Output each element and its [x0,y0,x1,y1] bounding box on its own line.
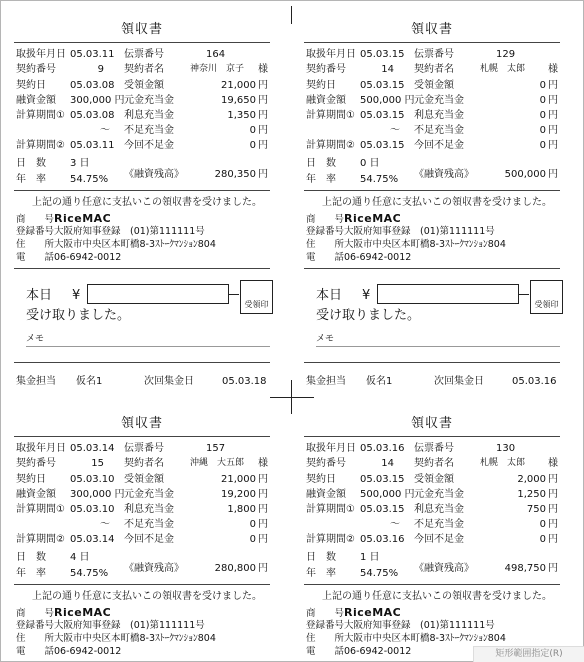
issuer-label: 登録番号 [16,226,55,237]
balance-unit: 円 [548,563,558,574]
row-value: 05.03.10 [70,504,115,515]
date-label: 取扱年月日 [16,443,66,454]
contract-no-value: 14 [381,64,394,75]
received-text: 受け取りました。 [26,308,131,323]
balance-label: 《融資残高》 [124,563,184,574]
issuer-label: 電 話 [306,252,345,263]
row-label: 契約日 [16,80,46,91]
date-value: 05.03.16 [360,443,405,454]
rate-label: 年 率 [306,568,336,579]
amount-label: 利息充当金 [414,504,464,515]
yen-unit: 円 [548,534,558,545]
row-value: 05.03.15 [360,474,405,485]
amount-label: 元金充当金 [124,95,174,106]
detail-divider [14,584,270,585]
amount-value: 21,000 [221,80,256,91]
amount-value: 1,350 [227,110,256,121]
row-label: 契約日 [16,474,46,485]
receipt-stamp-box[interactable] [240,280,273,314]
amount-value: 0 [539,95,546,106]
row-label: 計算期間② [306,140,355,151]
amount-label: 今回不足金 [414,140,464,151]
amount-label: 不足充当金 [124,519,174,530]
issuer-brand: RiceMAC [54,212,112,225]
issuer-value: 大阪市中央区本町橋8-3ｽﾄｰｸﾏﾝｼｮﾝ804 [344,239,506,250]
issuer-label: 住 所 [306,239,345,250]
amount-label: 今回不足金 [124,534,174,545]
amount-value: 0 [249,125,256,136]
cut-mark-center-horizontal [270,397,314,398]
date-value: 05.03.14 [70,443,115,454]
yen-unit: 円 [548,519,558,530]
row-value: 05.03.08 [70,80,115,91]
issuer-label: 電 話 [16,252,55,263]
box-connector [519,294,529,295]
yen-unit: 円 [548,95,558,106]
footer-divider [304,362,560,363]
receipt-stamp-box[interactable] [530,280,563,314]
balance-value: 500,000 [504,169,546,180]
date-label: 取扱年月日 [16,49,66,60]
yen-sign: ¥ [362,288,371,303]
received-amount-box[interactable] [87,284,229,304]
box-connector [229,294,239,295]
yen-unit: 円 [548,80,558,91]
slip-value: 130 [496,443,516,454]
issuer-label: 住 所 [16,633,55,644]
amount-value: 1,800 [227,504,256,515]
issuer-row [306,250,411,265]
title-divider [304,42,560,43]
days-label: 日 数 [306,552,336,563]
next-collection-date: 05.03.18 [222,376,267,387]
amount-value: 0 [249,519,256,530]
issuer-value: 06-6942-0012 [54,646,122,657]
contractor-label: 契約者名 [124,64,164,75]
yen-sign: ¥ [72,288,81,303]
slip-label: 伝票番号 [124,443,164,454]
issuer-label: 登録番号 [306,620,345,631]
issuer-label: 住 所 [306,633,345,644]
stamp-label: 受領印 [534,300,559,309]
collector-name: 仮名1 [366,376,393,387]
row-value: 05.03.16 [360,534,405,545]
date-label: 取扱年月日 [306,443,356,454]
amount-label: 不足充当金 [124,125,174,136]
balance-value: 498,750 [504,563,546,574]
yen-unit: 円 [548,110,558,121]
today-label: 本日 [26,288,53,303]
next-collection-label: 次回集金日 [434,376,484,387]
contractor-label: 契約者名 [414,458,454,469]
amount-label: 利息充当金 [124,504,174,515]
contractor-name: 札幌 太郎 [480,64,526,74]
issuer-value: 大阪市中央区本町橋8-3ｽﾄｰｸﾏﾝｼｮﾝ804 [54,239,216,250]
issuer-value: 大阪府知事登録 (01)第111111号 [54,226,205,237]
date-value: 05.03.11 [70,49,115,60]
row-value: 05.03.15 [360,140,405,151]
yen-unit: 円 [548,140,558,151]
days-label: 日 数 [16,552,46,563]
amount-value: 19,200 [221,489,256,500]
amount-label: 利息充当金 [124,110,174,121]
yen-unit: 円 [548,474,558,485]
honorific: 様 [548,64,558,75]
yen-unit: 円 [258,534,268,545]
date-value: 05.03.15 [360,49,405,60]
issuer-value: 大阪府知事登録 (01)第111111号 [344,620,495,631]
days-value: 1 日 [360,552,380,563]
yen-unit: 円 [258,125,268,136]
memo-label: メモ [316,334,335,344]
issuer-row [16,644,121,659]
row-value: ～ [390,125,400,136]
honorific: 様 [258,458,268,469]
rate-value: 54.75% [360,174,399,185]
yen-unit: 円 [548,489,558,500]
row-value: 300,000 円 [70,95,125,106]
yen-unit: 円 [258,110,268,121]
issuer-row [306,644,411,659]
title-divider [14,42,270,43]
receipt-1 [14,10,270,390]
amount-value: 21,000 [221,474,256,485]
issuer-value: 大阪市中央区本町橋8-3ｽﾄｰｸﾏﾝｼｮﾝ804 [54,633,216,644]
amount-label: 不足充当金 [414,519,464,530]
contract-no-label: 契約番号 [306,64,346,75]
issuer-brand: RiceMAC [54,606,112,619]
amount-label: 利息充当金 [414,110,464,121]
slip-value: 157 [206,443,226,454]
issuer-label: 電 話 [306,646,345,657]
amount-value: 0 [539,519,546,530]
receipt-title: 領収書 [120,416,163,431]
collector-label: 集金担当 [16,376,56,387]
contractor-name: 沖縄 大五郎 [190,458,245,468]
issuer-value: 06-6942-0012 [344,252,412,263]
receipt-title: 領収書 [410,22,453,37]
issuer-label: 登録番号 [16,620,55,631]
row-label: 契約日 [306,474,336,485]
issuer-value: 06-6942-0012 [344,646,412,657]
contractor-label: 契約者名 [414,64,454,75]
row-label: 計算期間② [16,140,65,151]
yen-unit: 円 [548,125,558,136]
contract-no-label: 契約番号 [16,458,56,469]
next-collection-date: 05.03.16 [512,376,557,387]
amount-label: 元金充当金 [414,95,464,106]
cut-mark-top [291,6,292,24]
amount-value: 19,650 [221,95,256,106]
amount-value: 750 [526,504,546,515]
contractor-name: 札幌 太郎 [480,458,526,468]
amount-value: 0 [539,80,546,91]
rate-value: 54.75% [360,568,399,579]
days-value: 0 日 [360,158,380,169]
row-label: 契約日 [306,80,336,91]
receipt-title: 領収書 [120,22,163,37]
issuer-label: 登録番号 [306,226,345,237]
receipt-note: 上記の通り任意に支払いこの領収書を受けました。 [322,591,552,602]
collector-label: 集金担当 [306,376,346,387]
issuer-label: 商 号 [16,214,55,225]
balance-value: 280,350 [214,169,256,180]
issuer-brand: RiceMAC [344,606,402,619]
rect-select-tooltip: 矩形範囲指定(R) [473,646,584,662]
yen-unit: 円 [258,519,268,530]
amount-label: 受領金額 [124,80,164,91]
issuer-row [16,250,121,265]
days-label: 日 数 [306,158,336,169]
amount-value: 0 [249,534,256,545]
row-value: 05.03.15 [360,504,405,515]
issuer-value: 大阪府知事登録 (01)第111111号 [344,226,495,237]
yen-unit: 円 [548,504,558,515]
amount-value: 0 [539,140,546,151]
receipt-3 [14,404,270,657]
row-value: 500,000 円 [360,95,415,106]
slip-label: 伝票番号 [414,49,454,60]
row-label: 計算期間① [16,504,65,515]
amount-label: 不足充当金 [414,125,464,136]
row-value: 05.03.11 [70,140,115,151]
rate-label: 年 率 [306,174,336,185]
amount-value: 0 [249,140,256,151]
issuer-divider [14,268,270,269]
contract-no-value: 14 [381,458,394,469]
slip-value: 129 [496,49,516,60]
balance-value: 280,800 [214,563,256,574]
collector-name: 仮名1 [76,376,103,387]
memo-label: メモ [26,334,45,344]
receipt-title: 領収書 [410,416,453,431]
slip-label: 伝票番号 [414,443,454,454]
receipt-2 [304,10,560,390]
issuer-brand: RiceMAC [344,212,402,225]
issuer-label: 電 話 [16,646,55,657]
rate-label: 年 率 [16,568,46,579]
contract-no-value: 15 [91,458,104,469]
amount-value: 0 [539,534,546,545]
today-label: 本日 [316,288,343,303]
row-label: 融資金額 [16,489,56,500]
title-divider [304,436,560,437]
rate-label: 年 率 [16,174,46,185]
slip-label: 伝票番号 [124,49,164,60]
contract-no-label: 契約番号 [306,458,346,469]
row-label: 計算期間② [306,534,355,545]
issuer-value: 06-6942-0012 [54,252,122,263]
amount-label: 受領金額 [414,80,454,91]
row-value: ～ [390,519,400,530]
date-label: 取扱年月日 [306,49,356,60]
honorific: 様 [258,64,268,75]
yen-unit: 円 [258,140,268,151]
yen-unit: 円 [258,489,268,500]
balance-label: 《融資残高》 [414,563,474,574]
contractor-name: 神奈川 京子 [190,64,245,74]
balance-label: 《融資残高》 [124,169,184,180]
row-value: ～ [100,519,110,530]
balance-unit: 円 [258,169,268,180]
row-value: 05.03.10 [70,474,115,485]
amount-label: 今回不足金 [124,140,174,151]
row-value: 300,000 円 [70,489,125,500]
issuer-divider [304,268,560,269]
balance-unit: 円 [258,563,268,574]
amount-label: 受領金額 [414,474,454,485]
yen-unit: 円 [258,474,268,485]
balance-unit: 円 [548,169,558,180]
issuer-value: 大阪市中央区本町橋8-3ｽﾄｰｸﾏﾝｼｮﾝ804 [344,633,506,644]
row-label: 計算期間① [306,110,355,121]
issuer-label: 住 所 [16,239,55,250]
amount-label: 今回不足金 [414,534,464,545]
receipt-note: 上記の通り任意に支払いこの領収書を受けました。 [322,197,552,208]
title-divider [14,436,270,437]
yen-unit: 円 [258,504,268,515]
detail-divider [304,190,560,191]
honorific: 様 [548,458,558,469]
days-label: 日 数 [16,158,46,169]
row-value: 05.03.15 [360,80,405,91]
row-value: 05.03.15 [360,110,405,121]
amount-value: 1,250 [517,489,546,500]
row-value: 05.03.08 [70,110,115,121]
row-label: 融資金額 [306,95,346,106]
row-label: 計算期間① [306,504,355,515]
row-label: 計算期間② [16,534,65,545]
next-collection-label: 次回集金日 [144,376,194,387]
row-value: 500,000 円 [360,489,415,500]
yen-unit: 円 [258,95,268,106]
rate-value: 54.75% [70,568,109,579]
rate-value: 54.75% [70,174,109,185]
detail-divider [304,584,560,585]
amount-value: 0 [539,125,546,136]
amount-label: 元金充当金 [124,489,174,500]
yen-unit: 円 [258,80,268,91]
amount-label: 受領金額 [124,474,164,485]
row-label: 融資金額 [16,95,56,106]
contract-no-value: 9 [97,64,104,75]
receipt-note: 上記の通り任意に支払いこの領収書を受けました。 [32,591,262,602]
balance-label: 《融資残高》 [414,169,474,180]
amount-value: 2,000 [517,474,546,485]
days-value: 4 日 [70,552,90,563]
amount-label: 元金充当金 [414,489,464,500]
amount-value: 0 [539,110,546,121]
received-amount-box[interactable] [377,284,519,304]
row-label: 計算期間① [16,110,65,121]
slip-value: 164 [206,49,226,60]
memo-line [26,346,270,347]
receipt-note: 上記の通り任意に支払いこの領収書を受けました。 [32,197,262,208]
stamp-label: 受領印 [244,300,269,309]
contractor-label: 契約者名 [124,458,164,469]
issuer-value: 大阪府知事登録 (01)第111111号 [54,620,205,631]
issuer-label: 商 号 [16,608,55,619]
detail-divider [14,190,270,191]
issuer-label: 商 号 [306,608,345,619]
contract-no-label: 契約番号 [16,64,56,75]
footer-divider [14,362,270,363]
days-value: 3 日 [70,158,90,169]
received-text: 受け取りました。 [316,308,421,323]
row-label: 融資金額 [306,489,346,500]
memo-line [316,346,560,347]
row-value: 05.03.14 [70,534,115,545]
row-value: ～ [100,125,110,136]
issuer-label: 商 号 [306,214,345,225]
